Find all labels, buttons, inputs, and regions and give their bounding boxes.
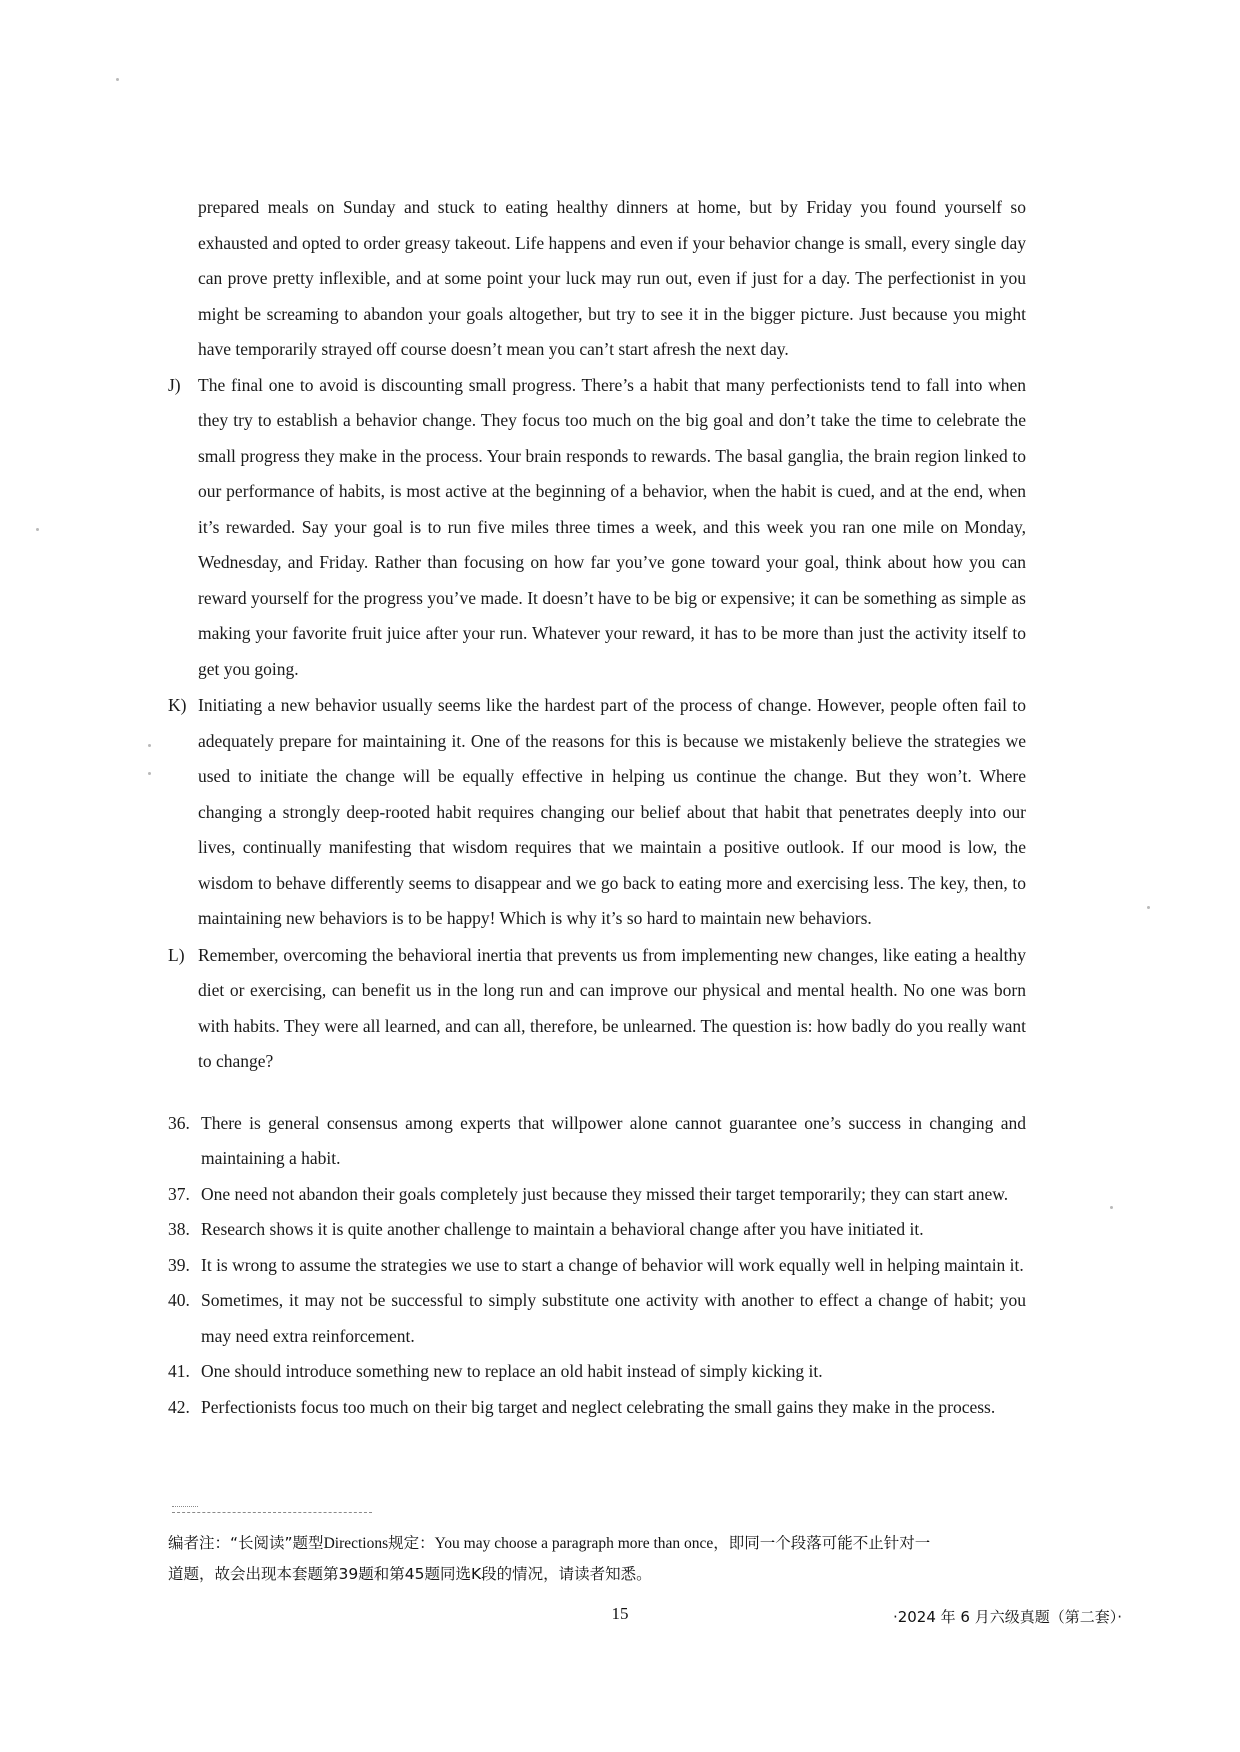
footnote-separator <box>172 1512 372 1513</box>
editor-note-english-quote: You may choose a paragraph more than once <box>434 1535 714 1552</box>
scan-speckle <box>1147 906 1150 909</box>
question-number: 39. <box>168 1254 190 1275</box>
scan-speckle <box>148 772 151 775</box>
scan-speckle <box>36 528 39 531</box>
question-item <box>168 1354 1026 1390</box>
question-text: Research shows it is quite another challenge to maintain a behavioral change after you have initiated it. <box>201 1219 924 1239</box>
editor-note <box>168 1528 1030 1589</box>
passage-paragraph-k <box>168 688 1026 937</box>
footnote-separator-dots <box>172 1506 198 1507</box>
page-content <box>168 190 1026 1425</box>
passage-paragraph-l <box>168 938 1026 1080</box>
question-number: 36. <box>168 1112 190 1133</box>
question-text: One need not abandon their goals completely just because they missed their target temporarily; they can start anew. <box>201 1183 1009 1204</box>
question-item <box>168 1390 1026 1426</box>
editor-note-prefix: 编者注：“长阅读”题型 <box>168 1534 324 1552</box>
question-number: 38. <box>168 1219 190 1239</box>
editor-note-rule: 规定： <box>388 1534 435 1552</box>
paragraph-text-k: Initiating a new behavior usually seems like the hardest part of the process of change. However, people often fail to adequately prepare for maintaining it. One of the reasons for this is because we mistakenly believe the strategies we used to initiate the change will be equally effective in helping us continue the change. But they won’t. Where changing a strongly deep-rooted habit requires changing our belief about that habit that penetrates deeply into our lives, continually manifesting that wisdom requires that we maintain a positive outlook. If our mood is low, the wisdom to behave differently seems to disappear and we go back to eating more and exercising less. The key, then, to maintaining new behaviors is to be happy! Which is why it’s so hard to maintain new behaviors. <box>198 695 1026 928</box>
question-text: There is general consensus among experts that willpower alone cannot guarantee one’s success in changing and maintaining a habit. <box>201 1112 1026 1168</box>
question-item <box>168 1248 1026 1284</box>
question-item <box>168 1106 1026 1177</box>
question-item <box>168 1177 1026 1213</box>
paragraph-text-j: The final one to avoid is discounting small progress. There’s a habit that many perfectionists tend to fall into when they try to establish a behavior change. They focus too much on the big goal and don’t take the time to celebrate the small progress they make in the process. Your brain responds to rewards. The basal ganglia, the brain region linked to our performance of habits, is most active at the beginning of a behavior, when the habit is cued, and at the end, when it’s rewarded. Say your goal is to run five miles three times a week, and this week you ran one mile on Monday, Wednesday, and Friday. Rather than focusing on how far you’ve gone toward your goal, think about how you can reward yourself for the progress you’ve made. It doesn’t have to be big or expensive; it can be something as simple as making your favorite fruit juice after your run. Whatever your reward, it has to be more than just the activity itself to get you going. <box>198 374 1026 679</box>
scan-speckle <box>116 78 119 81</box>
question-number: 41. <box>168 1361 190 1381</box>
question-item <box>168 1212 1026 1248</box>
scan-speckle <box>148 744 151 747</box>
editor-note-line2: 道题，故会出现本套题第39题和第45题同选K段的情况，请读者知悉。 <box>168 1565 652 1583</box>
question-item <box>168 1283 1026 1354</box>
footer-exam-label: ·2024 年 6 月六级真题（第二套）· <box>892 1608 1122 1626</box>
question-text: Sometimes, it may not be successful to simply substitute one activity with another to effect a change of habit; you may need extra reinforcement. <box>201 1290 1026 1346</box>
paragraph-label-j: J) <box>168 374 181 395</box>
question-text: One should introduce something new to replace an old habit instead of simply kicking it. <box>201 1361 823 1381</box>
page-number: 15 <box>611 1604 629 1623</box>
scan-speckle <box>1110 1206 1113 1209</box>
question-text: Perfectionists focus too much on their big target and neglect celebrating the small gains they make in the process. <box>201 1396 996 1417</box>
paragraph-text-l: Remember, overcoming the behavioral inertia that prevents us from implementing new changes, like eating a healthy diet or exercising, can benefit us in the long run and can improve our physical and mental health. No one was born with habits. They were all learned, and can all, therefore, be unlearned. The question is: how badly do you really want to change? <box>198 944 1026 1071</box>
editor-note-continuation: ，即同一个段落可能不止针对一 <box>713 1534 931 1552</box>
editor-note-directions: Directions <box>323 1535 389 1552</box>
question-number: 37. <box>168 1183 190 1204</box>
continued-paragraph: prepared meals on Sunday and stuck to eating healthy dinners at home, but by Friday you found yourself so exhausted and opted to order greasy takeout. Life happens and even if your behavior change is small, every single day can prove pretty inflexible, and at some point your luck may run out, even if just for a day. The perfectionist in you might be screaming to abandon your goals altogether, but try to see it in the bigger picture. Just because you might have temporarily strayed off course doesn’t mean you can’t start afresh the next day. <box>198 197 1026 359</box>
question-list <box>168 1106 1026 1426</box>
paragraph-label-l: L) <box>168 944 185 965</box>
passage-paragraph-j <box>168 368 1026 688</box>
question-number: 42. <box>168 1396 190 1417</box>
question-text: It is wrong to assume the strategies we use to start a change of behavior will work equally well in helping maintain it. <box>201 1254 1024 1275</box>
paragraph-label-k: K) <box>168 695 187 715</box>
question-number: 40. <box>168 1290 190 1310</box>
